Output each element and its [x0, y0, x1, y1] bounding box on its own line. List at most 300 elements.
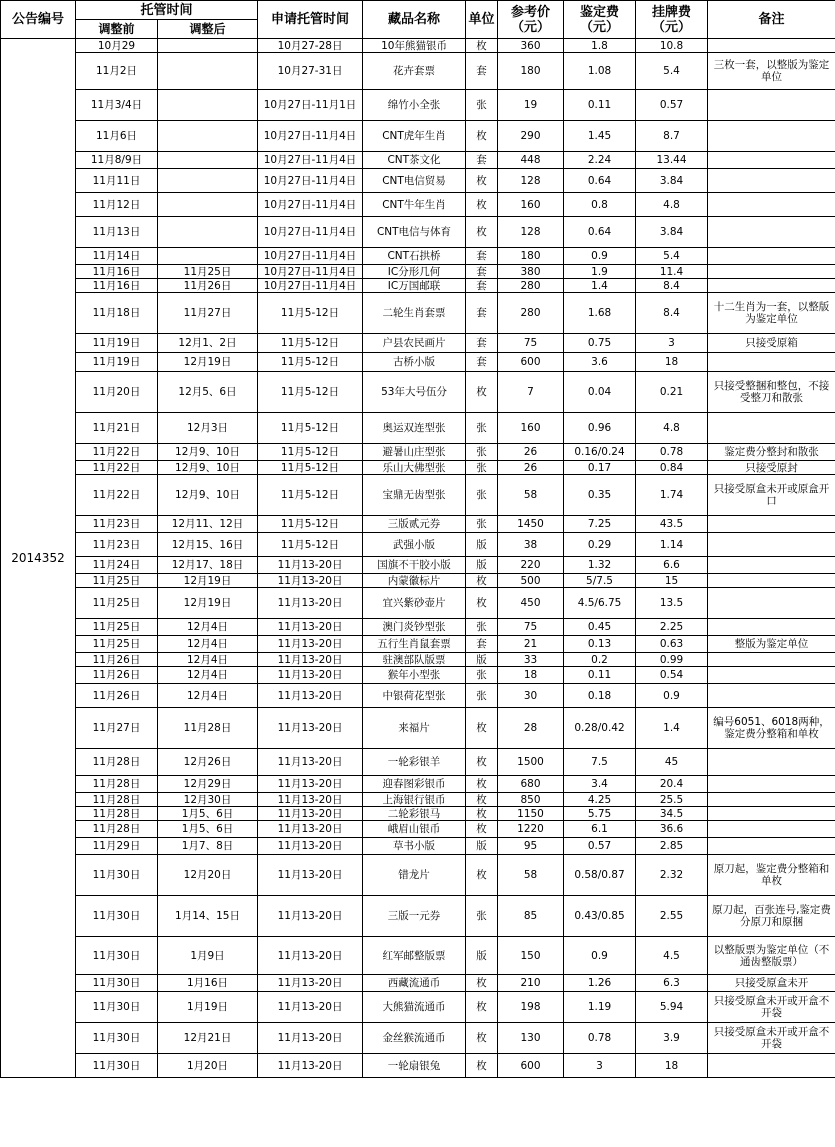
cell-before: 11月22日 [76, 444, 158, 461]
cell-remark: 鉴定费分整封和散张 [708, 444, 835, 461]
cell-unit: 枚 [466, 1054, 498, 1078]
cell-before: 11月2日 [76, 53, 158, 90]
cell-fee: 0.64 [564, 169, 636, 193]
header-unit: 单位 [466, 1, 498, 39]
cell-fee: 1.8 [564, 39, 636, 53]
cell-fee: 0.9 [564, 937, 636, 975]
cell-after: 12月19日 [158, 574, 258, 588]
cell-unit: 枚 [466, 217, 498, 248]
cell-remark [708, 516, 835, 533]
table-row [1, 821, 835, 838]
table-row [1, 372, 835, 413]
cell-apply: 10月27日-11月4日 [258, 265, 363, 279]
cell-after: 12月21日 [158, 1023, 258, 1054]
cell-price: 18 [498, 667, 564, 684]
cell-name: 中银荷花型张 [363, 684, 466, 708]
cell-name: 宜兴紫砂壶片 [363, 588, 466, 619]
cell-before: 11月28日 [76, 793, 158, 807]
cell-after: 12月11、12日 [158, 516, 258, 533]
cell-fee: 0.16/0.24 [564, 444, 636, 461]
cell-price: 58 [498, 475, 564, 516]
cell-after: 1月9日 [158, 937, 258, 975]
cell-before: 11月25日 [76, 619, 158, 636]
cell-price: 58 [498, 855, 564, 896]
cell-before: 11月29日 [76, 838, 158, 855]
cell-remark [708, 821, 835, 838]
cell-price: 128 [498, 217, 564, 248]
cell-apply: 11月13-20日 [258, 684, 363, 708]
cell-after: 11月27日 [158, 293, 258, 334]
cell-after: 12月4日 [158, 636, 258, 653]
cell-listing: 0.57 [636, 90, 708, 121]
cell-unit: 枚 [466, 992, 498, 1023]
table-body [1, 39, 835, 1078]
cell-apply: 11月5-12日 [258, 334, 363, 353]
cell-fee: 5/7.5 [564, 574, 636, 588]
cell-apply: 10月27-28日 [258, 39, 363, 53]
cell-listing: 6.3 [636, 975, 708, 992]
cell-after [158, 169, 258, 193]
cell-unit: 套 [466, 353, 498, 372]
cell-listing: 10.8 [636, 39, 708, 53]
cell-listing: 45 [636, 749, 708, 776]
cell-listing: 6.6 [636, 557, 708, 574]
cell-price: 95 [498, 838, 564, 855]
cell-price: 128 [498, 169, 564, 193]
cell-name: 武强小版 [363, 533, 466, 557]
cell-after [158, 53, 258, 90]
header-item-name: 藏品名称 [363, 1, 466, 39]
cell-fee: 3.4 [564, 776, 636, 793]
cell-after: 12月5、6日 [158, 372, 258, 413]
table-row [1, 444, 835, 461]
table-row [1, 475, 835, 516]
cell-listing: 8.4 [636, 293, 708, 334]
table-row [1, 121, 835, 152]
cell-unit: 枚 [466, 588, 498, 619]
cell-unit: 枚 [466, 372, 498, 413]
cell-remark [708, 749, 835, 776]
cell-remark [708, 121, 835, 152]
cell-price: 1450 [498, 516, 564, 533]
cell-listing: 5.4 [636, 53, 708, 90]
cell-listing: 1.74 [636, 475, 708, 516]
cell-listing: 43.5 [636, 516, 708, 533]
cell-apply: 11月5-12日 [258, 461, 363, 475]
cell-fee: 0.96 [564, 413, 636, 444]
cell-price: 1220 [498, 821, 564, 838]
cell-apply: 11月13-20日 [258, 1054, 363, 1078]
cell-before: 11月30日 [76, 1023, 158, 1054]
cell-listing: 3 [636, 334, 708, 353]
cell-price: 360 [498, 39, 564, 53]
cell-remark [708, 667, 835, 684]
cell-price: 160 [498, 413, 564, 444]
cell-listing: 4.8 [636, 413, 708, 444]
cell-apply: 11月13-20日 [258, 653, 363, 667]
cell-fee: 2.24 [564, 152, 636, 169]
cell-remark: 只接受原盒未开或开盒不开袋 [708, 1023, 835, 1054]
cell-price: 600 [498, 353, 564, 372]
cell-unit: 版 [466, 557, 498, 574]
cell-unit: 张 [466, 516, 498, 533]
cell-remark [708, 1054, 835, 1078]
cell-fee: 7.25 [564, 516, 636, 533]
cell-unit: 枚 [466, 855, 498, 896]
cell-listing: 25.5 [636, 793, 708, 807]
cell-after [158, 248, 258, 265]
cell-listing: 18 [636, 353, 708, 372]
cell-unit: 张 [466, 684, 498, 708]
cell-apply: 11月5-12日 [258, 413, 363, 444]
table-row [1, 793, 835, 807]
cell-apply: 11月13-20日 [258, 975, 363, 992]
cell-price: 680 [498, 776, 564, 793]
cell-listing: 18 [636, 1054, 708, 1078]
cell-name: IC分形几何 [363, 265, 466, 279]
cell-after [158, 121, 258, 152]
cell-name: 澳门炎钞型张 [363, 619, 466, 636]
cell-price: 75 [498, 619, 564, 636]
cell-before: 11月30日 [76, 975, 158, 992]
table-row [1, 90, 835, 121]
header-reference-price: 参考价（元） [498, 1, 564, 39]
cell-remark [708, 279, 835, 293]
cell-price: 130 [498, 1023, 564, 1054]
cell-price: 450 [498, 588, 564, 619]
cell-remark: 原刀起，鉴定费分整箱和单枚 [708, 855, 835, 896]
cell-fee: 3 [564, 1054, 636, 1078]
header-custody-time: 托管时间 [76, 1, 258, 20]
cell-after [158, 90, 258, 121]
cell-unit: 套 [466, 248, 498, 265]
cell-apply: 11月13-20日 [258, 855, 363, 896]
cell-unit: 张 [466, 444, 498, 461]
cell-price: 500 [498, 574, 564, 588]
cell-fee: 1.4 [564, 279, 636, 293]
cell-apply: 10月27日-11月4日 [258, 193, 363, 217]
header-appraisal-fee: 鉴定费（元） [564, 1, 636, 39]
cell-after: 1月5、6日 [158, 821, 258, 838]
cell-fee: 0.75 [564, 334, 636, 353]
cell-listing: 5.4 [636, 248, 708, 265]
cell-remark [708, 793, 835, 807]
cell-after: 1月14、15日 [158, 896, 258, 937]
cell-name: 驻澳部队版票 [363, 653, 466, 667]
cell-price: 280 [498, 293, 564, 334]
cell-before: 11月25日 [76, 574, 158, 588]
cell-remark [708, 807, 835, 821]
cell-listing: 13.44 [636, 152, 708, 169]
cell-price: 19 [498, 90, 564, 121]
cell-name: 内蒙徽标片 [363, 574, 466, 588]
cell-fee: 0.9 [564, 248, 636, 265]
cell-listing: 0.63 [636, 636, 708, 653]
cell-listing: 3.9 [636, 1023, 708, 1054]
cell-remark: 只接受原箱 [708, 334, 835, 353]
cell-before: 11月30日 [76, 937, 158, 975]
cell-unit: 版 [466, 533, 498, 557]
cell-unit: 张 [466, 896, 498, 937]
cell-after: 11月28日 [158, 708, 258, 749]
cell-name: 五行生肖鼠套票 [363, 636, 466, 653]
table-row [1, 807, 835, 821]
cell-apply: 10月27日-11月4日 [258, 248, 363, 265]
cell-unit: 枚 [466, 776, 498, 793]
cell-fee: 1.68 [564, 293, 636, 334]
cell-name: 二轮生肖套票 [363, 293, 466, 334]
cell-before: 11月6日 [76, 121, 158, 152]
cell-name: 峨眉山银币 [363, 821, 466, 838]
cell-before: 11月28日 [76, 776, 158, 793]
cell-after: 1月19日 [158, 992, 258, 1023]
cell-name: 10年熊猫银币 [363, 39, 466, 53]
announcement-id-cell: 2014352 [1, 39, 76, 1078]
cell-fee: 0.29 [564, 533, 636, 557]
cell-name: 奥运双连型张 [363, 413, 466, 444]
cell-name: 草书小版 [363, 838, 466, 855]
cell-fee: 0.18 [564, 684, 636, 708]
cell-apply: 11月13-20日 [258, 636, 363, 653]
cell-name: 大熊猫流通币 [363, 992, 466, 1023]
cell-unit: 枚 [466, 1023, 498, 1054]
table-row [1, 1023, 835, 1054]
cell-unit: 枚 [466, 193, 498, 217]
cell-price: 26 [498, 444, 564, 461]
cell-after: 12月9、10日 [158, 475, 258, 516]
cell-after: 11月25日 [158, 265, 258, 279]
cell-remark [708, 152, 835, 169]
cell-remark [708, 39, 835, 53]
cell-listing: 0.21 [636, 372, 708, 413]
table-row [1, 855, 835, 896]
table-row [1, 293, 835, 334]
cell-remark [708, 619, 835, 636]
cell-apply: 11月13-20日 [258, 557, 363, 574]
cell-name: 一轮扇银兔 [363, 1054, 466, 1078]
cell-price: 280 [498, 279, 564, 293]
cell-listing: 8.4 [636, 279, 708, 293]
cell-apply: 11月13-20日 [258, 708, 363, 749]
cell-price: 1500 [498, 749, 564, 776]
cell-apply: 11月13-20日 [258, 574, 363, 588]
cell-name: 上海银行银币 [363, 793, 466, 807]
cell-apply: 10月27日-11月4日 [258, 217, 363, 248]
header-row [1, 1, 835, 20]
cell-remark: 只接受整捆和整包，不接受整刀和散张 [708, 372, 835, 413]
cell-remark [708, 533, 835, 557]
cell-remark [708, 169, 835, 193]
cell-listing: 11.4 [636, 265, 708, 279]
cell-listing: 2.25 [636, 619, 708, 636]
cell-unit: 枚 [466, 39, 498, 53]
cell-apply: 11月5-12日 [258, 353, 363, 372]
cell-name: 古桥小版 [363, 353, 466, 372]
cell-listing: 2.55 [636, 896, 708, 937]
cell-before: 11月28日 [76, 821, 158, 838]
cell-name: 户县农民画片 [363, 334, 466, 353]
cell-before: 11月28日 [76, 807, 158, 821]
table-row [1, 152, 835, 169]
cell-price: 210 [498, 975, 564, 992]
cell-listing: 8.7 [636, 121, 708, 152]
table-row [1, 353, 835, 372]
table-row [1, 667, 835, 684]
table-row [1, 896, 835, 937]
cell-fee: 0.58/0.87 [564, 855, 636, 896]
cell-after: 1月20日 [158, 1054, 258, 1078]
cell-name: 一轮彩银羊 [363, 749, 466, 776]
header-listing-fee: 挂牌费（元） [636, 1, 708, 39]
cell-name: 花卉套票 [363, 53, 466, 90]
cell-name: IC万国邮联 [363, 279, 466, 293]
cell-before: 11月25日 [76, 588, 158, 619]
cell-unit: 枚 [466, 807, 498, 821]
cell-fee: 1.9 [564, 265, 636, 279]
cell-remark [708, 90, 835, 121]
cell-price: 85 [498, 896, 564, 937]
cell-price: 220 [498, 557, 564, 574]
cell-before: 11月21日 [76, 413, 158, 444]
cell-apply: 11月5-12日 [258, 475, 363, 516]
table-row [1, 1054, 835, 1078]
cell-before: 11月20日 [76, 372, 158, 413]
cell-price: 150 [498, 937, 564, 975]
table-row [1, 937, 835, 975]
cell-apply: 10月27日-11月4日 [258, 121, 363, 152]
cell-after: 1月7、8日 [158, 838, 258, 855]
cell-remark: 十二生肖为一套，以整版为鉴定单位 [708, 293, 835, 334]
cell-remark [708, 838, 835, 855]
header-apply-time: 申请托管时间 [258, 1, 363, 39]
cell-price: 380 [498, 265, 564, 279]
cell-fee: 3.6 [564, 353, 636, 372]
cell-before: 11月3/4日 [76, 90, 158, 121]
cell-remark: 三枚一套，以整版为鉴定单位 [708, 53, 835, 90]
table-row [1, 653, 835, 667]
cell-after: 12月4日 [158, 653, 258, 667]
table-row [1, 39, 835, 53]
cell-fee: 0.28/0.42 [564, 708, 636, 749]
cell-apply: 10月27日-11月4日 [258, 152, 363, 169]
cell-fee: 0.8 [564, 193, 636, 217]
cell-fee: 4.5/6.75 [564, 588, 636, 619]
cell-fee: 0.64 [564, 217, 636, 248]
cell-price: 600 [498, 1054, 564, 1078]
cell-price: 26 [498, 461, 564, 475]
cell-apply: 11月13-20日 [258, 749, 363, 776]
cell-unit: 套 [466, 152, 498, 169]
table-row [1, 557, 835, 574]
cell-price: 75 [498, 334, 564, 353]
cell-after: 12月4日 [158, 667, 258, 684]
cell-name: 红军邮整版票 [363, 937, 466, 975]
cell-price: 7 [498, 372, 564, 413]
cell-remark: 整版为鉴定单位 [708, 636, 835, 653]
table-row [1, 461, 835, 475]
cell-unit: 套 [466, 265, 498, 279]
cell-before: 11月30日 [76, 896, 158, 937]
cell-remark: 原刀起，百张连号,鉴定费分原刀和原捆 [708, 896, 835, 937]
cell-before: 11月16日 [76, 265, 158, 279]
table-row [1, 636, 835, 653]
cell-before: 11月24日 [76, 557, 158, 574]
cell-listing: 4.8 [636, 193, 708, 217]
table-row [1, 265, 835, 279]
cell-name: CNT石拱桥 [363, 248, 466, 265]
cell-after: 12月20日 [158, 855, 258, 896]
cell-listing: 0.9 [636, 684, 708, 708]
table-row [1, 334, 835, 353]
cell-name: 金丝猴流通币 [363, 1023, 466, 1054]
cell-remark: 编号6051、6018两种，鉴定费分整箱和单枚 [708, 708, 835, 749]
cell-name: 猴年小型张 [363, 667, 466, 684]
cell-fee: 0.57 [564, 838, 636, 855]
cell-unit: 套 [466, 636, 498, 653]
cell-before: 11月11日 [76, 169, 158, 193]
header-after-adjust: 调整后 [158, 20, 258, 39]
cell-after: 12月26日 [158, 749, 258, 776]
cell-before: 11月26日 [76, 653, 158, 667]
cell-price: 38 [498, 533, 564, 557]
cell-name: 绵竹小全张 [363, 90, 466, 121]
cell-name: 53年大号伍分 [363, 372, 466, 413]
cell-apply: 10月27-31日 [258, 53, 363, 90]
cell-fee: 7.5 [564, 749, 636, 776]
cell-listing: 0.99 [636, 653, 708, 667]
cell-before: 11月26日 [76, 667, 158, 684]
cell-before: 11月30日 [76, 992, 158, 1023]
cell-unit: 张 [466, 90, 498, 121]
cell-unit: 枚 [466, 793, 498, 807]
cell-listing: 5.94 [636, 992, 708, 1023]
cell-name: 国旗不干胶小版 [363, 557, 466, 574]
cell-apply: 11月13-20日 [258, 992, 363, 1023]
cell-before: 11月16日 [76, 279, 158, 293]
cell-apply: 11月13-20日 [258, 776, 363, 793]
cell-remark [708, 653, 835, 667]
header-before-adjust: 调整前 [76, 20, 158, 39]
cell-apply: 11月13-20日 [258, 1023, 363, 1054]
cell-remark [708, 557, 835, 574]
cell-unit: 套 [466, 279, 498, 293]
table-row [1, 413, 835, 444]
cell-unit: 枚 [466, 121, 498, 152]
table-row [1, 169, 835, 193]
cell-price: 180 [498, 248, 564, 265]
cell-apply: 10月27日-11月4日 [258, 279, 363, 293]
cell-remark: 只接受原封 [708, 461, 835, 475]
cell-name: CNT电信与体育 [363, 217, 466, 248]
cell-remark [708, 193, 835, 217]
cell-before: 11月26日 [76, 684, 158, 708]
cell-listing: 1.14 [636, 533, 708, 557]
cell-apply: 11月13-20日 [258, 838, 363, 855]
cell-price: 21 [498, 636, 564, 653]
cell-remark: 只接受原盒未开或原盒开口 [708, 475, 835, 516]
cell-unit: 张 [466, 475, 498, 516]
cell-remark [708, 413, 835, 444]
cell-fee: 0.04 [564, 372, 636, 413]
cell-unit: 套 [466, 293, 498, 334]
cell-apply: 10月27日-11月4日 [258, 169, 363, 193]
table-row [1, 708, 835, 749]
cell-fee: 5.75 [564, 807, 636, 821]
cell-before: 11月19日 [76, 353, 158, 372]
cell-after: 12月9、10日 [158, 444, 258, 461]
cell-after: 1月5、6日 [158, 807, 258, 821]
cell-remark [708, 776, 835, 793]
